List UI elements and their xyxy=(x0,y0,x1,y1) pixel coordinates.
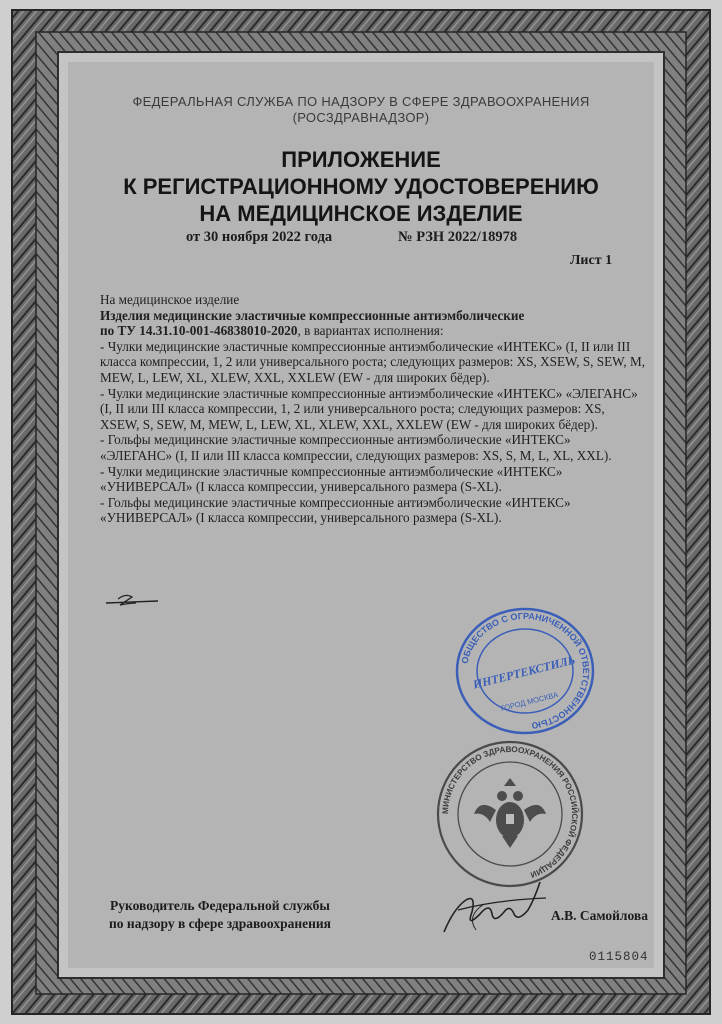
company-stamp xyxy=(452,606,598,736)
spec-code: по ТУ 14.31.10-001-46838010-2020 xyxy=(100,323,298,339)
signatory-title-line2: по надзору в сфере здравоохранения xyxy=(109,916,331,931)
agency-name-line1: ФЕДЕРАЛЬНАЯ СЛУЖБА ПО НАДЗОРУ В СФЕРЕ ЗДРАВООХРАНЕНИЯ xyxy=(132,94,590,109)
title-line2: К РЕГИСТРАЦИОННОМУ УДОСТОВЕРЕНИЮ xyxy=(123,174,599,199)
signatory-name: А.В. Самойлова xyxy=(551,908,648,923)
signatory-title xyxy=(100,897,340,933)
title-line1: ПРИЛОЖЕНИЕ xyxy=(281,147,441,172)
registration-date: от 30 ноября 2022 года xyxy=(186,229,333,245)
signatory-title-line1: Руководитель Федеральной службы xyxy=(110,898,330,913)
registration-number: № РЗН 2022/18978 xyxy=(398,229,518,245)
sheet-number: Лист 1 xyxy=(570,253,613,268)
variant-4: - Чулки медицинские эластичные компрессионные антиэмболические «ИНТЕКС» «УНИВЕРСАЛ» (I класса компрессии, универсального размера (S-XL). xyxy=(100,463,563,495)
company-stamp-center: ИНТЕРТЕКСТИЛЬ xyxy=(471,652,577,692)
spec-line xyxy=(100,323,645,339)
double-headed-eagle-icon xyxy=(474,778,546,848)
serial-number: 0115804 xyxy=(589,950,649,964)
agency-name-line2: (РОСЗДРАВНАДЗОР) xyxy=(292,110,430,125)
product-name: Изделия медицинские эластичные компрессионные антиэмболические xyxy=(100,307,525,323)
company-stamp-city: ГОРОД МОСКВА xyxy=(499,690,560,714)
company-stamp-ring-text: ОБЩЕСТВО С ОГРАНИЧЕННОЙ ОТВЕТСТВЕННОСТЬЮ xyxy=(459,610,592,731)
state-seal-ring-text: МИНИСТЕРСТВО ЗДРАВООХРАНЕНИЯ РОССИЙСКОЙ ФЕДЕРАЦИИ xyxy=(440,744,580,880)
title-line3: НА МЕДИЦИНСКОЕ ИЗДЕЛИЕ xyxy=(199,201,523,226)
variant-2: - Чулки медицинские эластичные компрессионные антиэмболические «ИНТЕКС» «ЭЛЕГАНС» (I, II или III класса компрессии, 1, 2 или универсального роста; следующих размеров: XS, XSEW, S, SEW, M, MEW, L, LEW, XL, XLEW, XXL, XXLEW (EW - для широких бёдер). xyxy=(100,385,638,432)
variant-1: - Чулки медицинские эластичные компрессионные антиэмболические «ИНТЕКС» (I, II или III класса компрессии, 1, 2 или универсального роста; следующих размеров: XS, XSEW, S, SEW, M, MEW, L, LEW, XL, XLEW, XXL, XXLEW (EW - для широких бёдер). xyxy=(100,338,645,385)
handwritten-signature xyxy=(436,870,556,940)
spec-tail: , в вариантах исполнения: xyxy=(297,323,444,339)
intro-text: На медицинское изделие xyxy=(100,292,240,307)
variant-3: - Гольфы медицинские эластичные компрессионные антиэмболические «ИНТЕКС» «ЭЛЕГАНС» (I, II или III класса компрессии, следующих размеров: XS, S, M, L, XL, XXL). xyxy=(100,432,612,463)
document-body xyxy=(100,292,645,526)
state-seal xyxy=(432,740,588,888)
dash-mark-icon xyxy=(104,590,164,612)
variant-5: - Гольфы медицинские эластичные компрессионные антиэмболические «ИНТЕКС» «УНИВЕРСАЛ» (I класса компрессии, универсального размера (S-XL). xyxy=(100,494,571,526)
